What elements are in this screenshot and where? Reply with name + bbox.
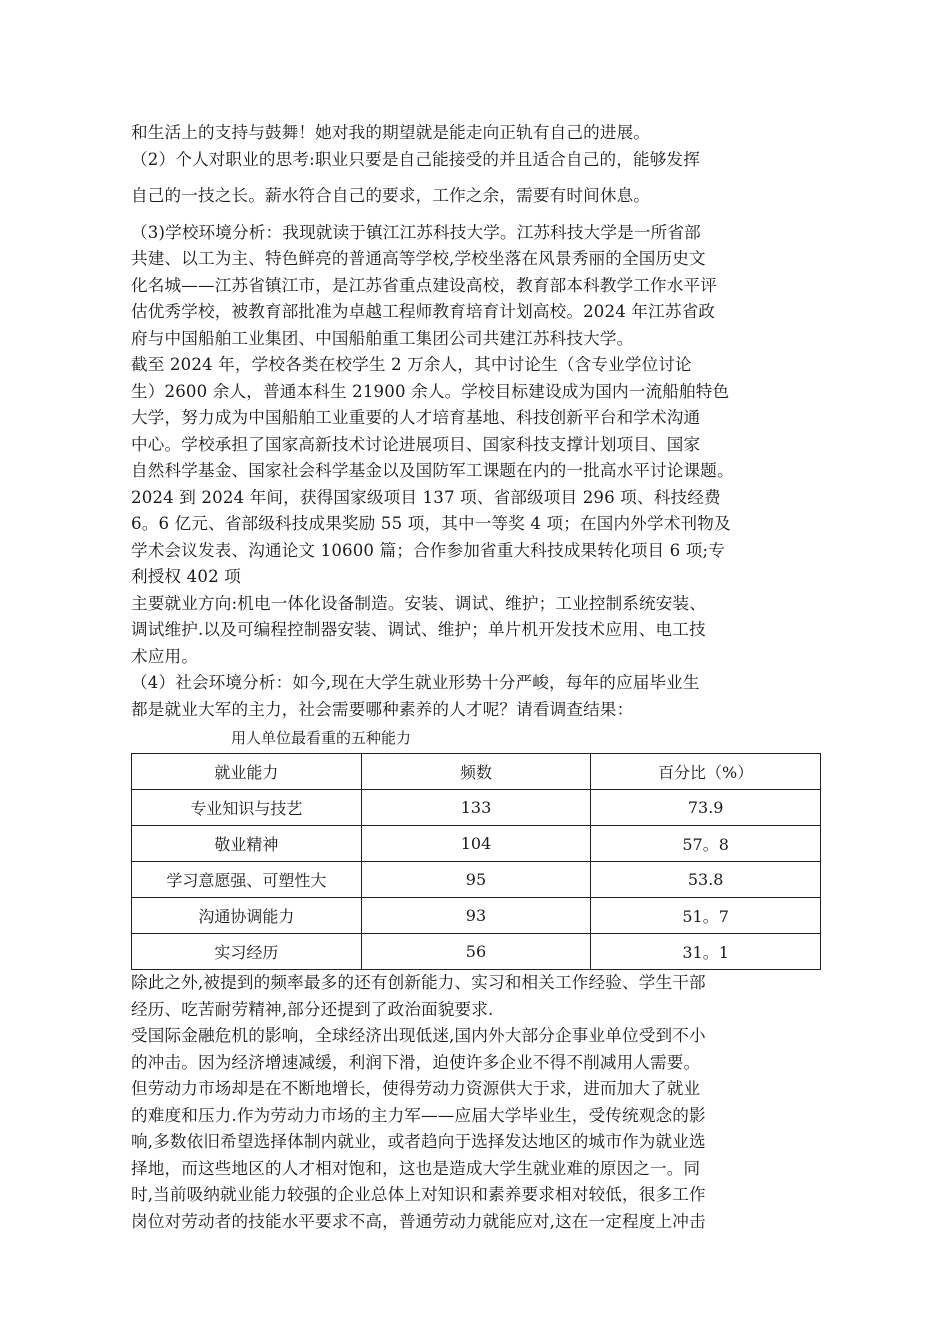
table-cell: 31。1 — [591, 934, 821, 970]
table-row — [132, 898, 821, 934]
text-line: （4）社会环境分析：如今,现在大学生就业形势十分严峻，每年的应届毕业生 — [131, 673, 700, 692]
text-line: 择地，而这些地区的人才相对饱和，这也是造成大学生就业难的原因之一。同 — [131, 1158, 701, 1178]
text-line: 自己的一技之长。薪水符合自己的要求，工作之余，需要有时间休息。 — [131, 186, 651, 205]
text-line: 估优秀学校，被教育部批准为卓越工程师教育培育计划高校。2024 年江苏省政 — [131, 302, 716, 321]
text-line: 2024 到 2024 年间，获得国家级项目 137 项、省部级项目 296 项、科技经费 — [131, 487, 721, 507]
table-cell: 104 — [361, 826, 591, 862]
text-line: （2）个人对职业的思考:职业只要是自己能接受的并且适合自己的，能够发挥 — [131, 149, 700, 169]
text-line: 调试维护.以及可编程控制器安装、调试、维护；单片机开发技术应用、电工技 — [131, 620, 706, 639]
text-block-bottom — [131, 970, 821, 1235]
text-line: 术应用。 — [131, 646, 198, 666]
table-cell: 51。7 — [591, 898, 821, 934]
text-line: 截至 2024 年，学校各类在校学生 2 万余人，其中讨论生（含专业学位讨论 — [131, 355, 692, 374]
table-cell: 57。8 — [591, 826, 821, 862]
table-row — [132, 862, 821, 898]
table-header-cell: 就业能力 — [132, 754, 362, 790]
text-line: 生）2600 余人，普通本科生 21900 余人。学校目标建设成为国内一流船舶特色 — [131, 381, 730, 401]
text-line: 6。6 亿元、省部级科技成果奖励 55 项，其中一等奖 4 项；在国内外学术刊物及 — [131, 514, 731, 533]
table-cell: 53.8 — [591, 862, 821, 898]
text-line: 主要就业方向:机电一体化设备制造。安装、调试、维护；工业控制系统安装、 — [131, 593, 707, 613]
table-caption: 用人单位最看重的五种能力 — [231, 729, 412, 747]
table-row — [132, 790, 821, 826]
text-line: 化名城——江苏省镇江市，是江苏省重点建设高校，教育部本科教学工作水平评 — [131, 275, 718, 295]
text-line: 中心。学校承担了国家高新技术讨论进展项目、国家科技支撑计划项目、国家 — [131, 434, 701, 454]
text-line: 受国际金融危机的影响，全球经济出现低迷,国内外大部分企事业单位受到不小 — [131, 1026, 706, 1045]
text-line: 时,当前吸纳就业能力较强的企业总体上对知识和素养要求相对较低，很多工作 — [131, 1185, 706, 1204]
text-line: （3)学校环境分析：我现就读于镇江江苏科技大学。江苏科技大学是一所省部 — [131, 222, 701, 242]
text-line: 响,多数依旧希望选择体制内就业，或者趋向于选择发达地区的城市作为就业选 — [131, 1132, 706, 1151]
abilities-table — [131, 753, 821, 970]
text-line: 经历、吃苦耐劳精神,部分还提到了政治面貌要求. — [131, 999, 494, 1019]
table-cell: 专业知识与技艺 — [132, 790, 362, 826]
table-cell: 133 — [361, 790, 591, 826]
table-cell: 95 — [361, 862, 591, 898]
table-header-cell: 百分比（%） — [591, 754, 821, 790]
table-row — [132, 934, 821, 970]
text-line: 但劳动力市场却是在不断地增长，使得劳动力资源供大于求，进而加大了就业 — [131, 1079, 701, 1098]
text-line: 自然科学基金、国家社会科学基金以及国防军工课题在内的一批高水平讨论课题。 — [131, 461, 734, 480]
table-cell: 实习经历 — [132, 934, 362, 970]
table-cell: 93 — [361, 898, 591, 934]
table-row — [132, 826, 821, 862]
text-block-mid — [131, 183, 821, 210]
text-line: 共建、以工为主、特色鲜亮的普通高等学校,学校坐落在风景秀丽的全国历史文 — [131, 249, 706, 268]
text-line: 府与中国船舶工业集团、中国船舶重工集团公司共建江苏科技大学。 — [131, 328, 634, 348]
table-cell: 敬业精神 — [132, 826, 362, 862]
table-cell: 73.9 — [591, 790, 821, 826]
text-line: 除此之外,被提到的频率最多的还有创新能力、实习和相关工作经验、学生干部 — [131, 973, 706, 992]
table-header-row — [132, 754, 821, 790]
document-page — [131, 120, 821, 1235]
text-block-main — [131, 220, 821, 724]
text-block-top — [131, 120, 821, 173]
table-header-cell: 频数 — [361, 754, 591, 790]
text-line: 都是就业大军的主力，社会需要哪种素养的人才呢？请看调查结果： — [131, 699, 634, 719]
text-line: 和生活上的支持与鼓舞！她对我的期望就是能走向正轨有自己的进展。 — [131, 123, 651, 142]
text-line: 岗位对劳动者的技能水平要求不高，普通劳动力就能应对,这在一定程度上冲击 — [131, 1211, 706, 1231]
text-line: 大学，努力成为中国船舶工业重要的人才培育基地、科技创新平台和学术沟通 — [131, 408, 701, 427]
text-line: 的冲击。因为经济增速减缓，利润下滑，迫使许多企业不得不削减用人需要。 — [131, 1052, 701, 1072]
table-cell: 沟通协调能力 — [132, 898, 362, 934]
text-line: 学术会议发表、沟通论文 10600 篇；合作参加省重大科技成果转化项目 6 项;专 — [131, 540, 725, 560]
text-line: 的难度和压力.作为劳动力市场的主力军——应届大学毕业生，受传统观念的影 — [131, 1105, 706, 1125]
text-line: 利授权 402 项 — [131, 567, 241, 586]
table-cell: 56 — [361, 934, 591, 970]
table-cell: 学习意愿强、可塑性大 — [132, 862, 362, 898]
